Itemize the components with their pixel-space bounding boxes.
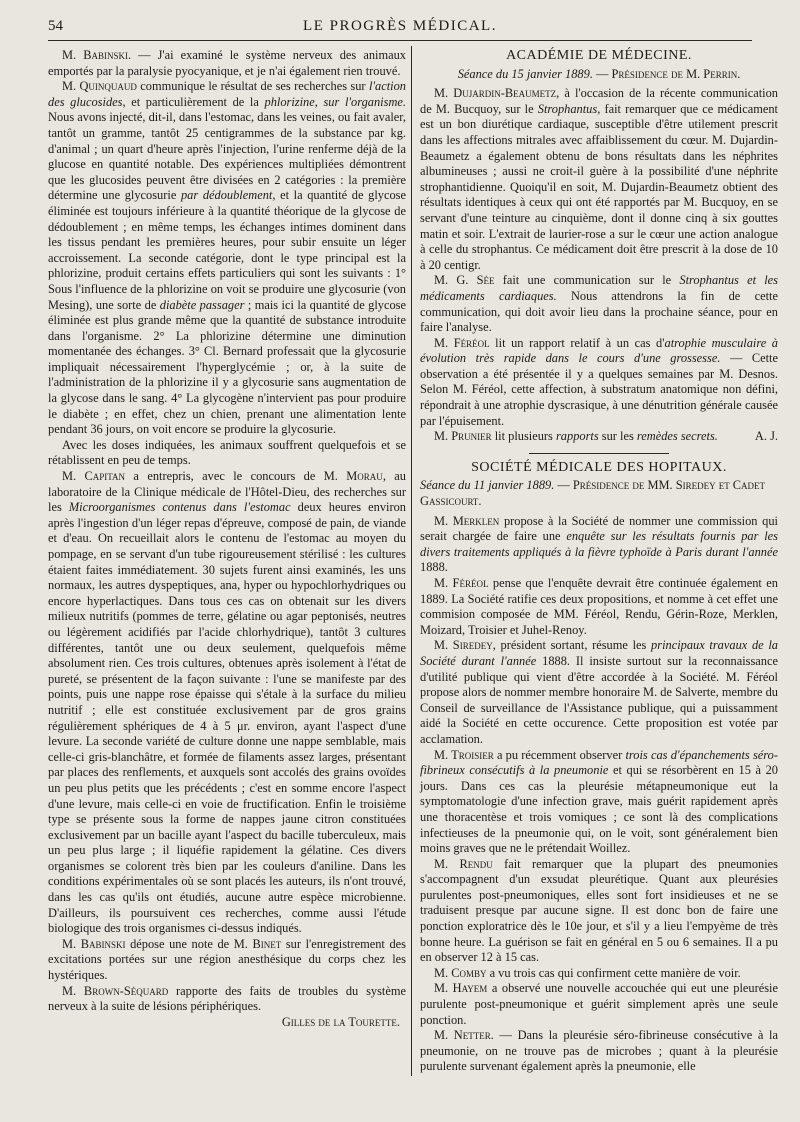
comby-remark: M. Comby a vu trois cas qui confirment cette manière de voir. <box>434 965 741 980</box>
page-header <box>48 14 752 41</box>
babinski-remark: M. Babinski. — J'ai examiné le système nerveux des animaux emportés par la paralysie pyocyanique, et je n'ai également rien trouvé. <box>48 48 406 78</box>
section-separator <box>529 453 669 454</box>
column-divider <box>411 46 412 1076</box>
left-column <box>48 48 406 1030</box>
siredey-summary: M. Siredey, président sortant, résume les principaux travaux de la Société durant l'année 1888. Il insiste surtout sur la reconnaissance d'utilité publique qui vient d'être accordée à la Société. M. Féréol propose alors de nommer membre honoraire M. de Salverte, membre du Conseil de surveillance de l'Assistance publique, qui a puissamment aidé la Société en cette occurence. Cette proposition est votée par acclamation. <box>420 638 778 746</box>
section-signature: A. J. <box>754 429 778 444</box>
capitan-research: M. Capitan a entrepris, avec le concours de M. Morau, au laboratoire de la Clinique médicale de l'Hôtel-Dieu, des recherches sur les Microorganismes contenus dans l'estomac deux heures environ après l'ingestion d'un léger repas d'épreuve, composé de pain, de viande et d'eau. On recueillait alors le contenu de l'estomac au moyen du pompage, en se servant d'un tube rigoureusement stérilisé : les cultures étaient faites immédiatement. 30 sujets furent ainsi examinés, les uns normaux, les autres dyspeptiques, ana, hyper ou hypochlorhydriques ou encore hyperlactiques. Dans tous ces cas on obtenait sur les divers milieux nutritifs (pommes de terre, gélatine ou agar peptonisés, neutres ou légèrement acidifiés par l'acide chlorhydrique), tantôt 3 cultures différentes, tantôt une ou deux seulement, quelquefois même absolument rien. Ces trois cultures, obtenues après isolement à l'état de pureté, se présentent de la façon suivante : l'une se manifeste par des points, puis une nappe rose épaisse qui s'étale à la surface du milieu nutritif ; elle est constituée exclusivement par de gros grains régulièrement sphériques de 4 à 5 μr. environ, ayant l'aspect d'une levure. La seconde variété de culture donne une nappe semblable, mais celle-ci gris-blanchâtre, et formée de filaments assez larges, présentant par places des renflements, et auxquels sont accolés des grains ovoïdes un peu plus petits que les précédents ; c'est en somme encore l'aspect d'une levure, mais celle-ci en voie de fructification. Enfin le troisième type se présente sous la forme de nappes jaune citron constituées exclusivement par un bacille ayant l'aspect du bacille tuberculeux, mais un peu plus large ; il liquéfie rapidement la gélatine. Ces divers organismes se colorent très bien par les couleurs d'aniline. Dans les conditions expérimentales où se sont placés les auteurs, ils n'ont trouvé, dans les cas qu'ils ont étudiés, aucune autre espèce microbienne. D'ailleurs, ils poursuivent ces recherches, comme aussi l'étude biologique des trois organismes ci-dessus indiqués. <box>48 469 406 936</box>
doses-paragraph: Avec les doses indiquées, les animaux souffrent quelquefois et se rétablissent en peu de temps. <box>48 437 406 468</box>
academy-session: Séance du 15 janvier 1889. — Présidence de M. Perrin. <box>457 66 741 81</box>
babinski-binet-note: M. Babinski dépose une note de M. Binet sur l'enregistrement des excitations portées sur une région anesthésique du corps chez les hystériques. <box>48 936 406 983</box>
dujardin-beaumetz-remark: M. Dujardin-Beaumetz, à l'occasion de la récente communication de M. Bucquoy, sur le Strophantus, fait remarquer que ce médicament est un bon diurétique cardiaque, susceptible d'être utilement prescrit dans les affections mitrales avec affaiblissement du cœur. M. Dujardin-Beaumetz a également obtenu de bons résultats dans les néphrites albumineuses ; aussi ne croit-il guère à la possibilité d'une néphrite strophantidienne. Quoiqu'il en soit, M. Dujardin-Beaumetz obtient des résultats identiques à ceux qui ont été rapportés par M. Bucquoy, en se servant d'une teinture au cinquième, dont il donne cinq à six gouttes matin et soir. L'extrait de laurier-rose a sur le cœur une action analogue à celle du strophantus. Ce médicament doit être prescrit à la dose de 10 à 20 centigr. <box>420 86 779 272</box>
merklen-proposal: M. Merklen propose à la Société de nommer une commission qui serait chargée de faire une enquête sur les résultats fournis par les divers traitements appliqués à la fièvre typhoïde à Paris durant l'année 1888. <box>420 513 779 575</box>
brown-sequard-report: M. Brown-Séquard rapporte des faits de troubles du système nerveux à la suite de lésions périphériques. <box>48 983 406 1014</box>
quinquaud-communication: M. Quinquaud communique le résultat de ses recherches sur l'action des glucosides, et particulièrement de la phlorizine, sur l'organisme. Nous avons injecté, dit-il, dans l'estomac, dans les veines, ou fait avaler, tantôt un gramme, tantôt 25 centigrammes de la substance par kg. d'animal ; un quart d'heure après l'injection, l'urine renferme déjà de la glucose en quantité notable. Des expériences multipliées démontrent que les glucosides peuvent être divisées en 2 catégories : la première détermine une glycosurie par dédoublement, et la quantité de glycose éliminée est toujours inférieure à la quantité théorique de la glycose de dédoublement ; en même temps, les échanges intimes dominent dans les tissus pendant les premières heures, pour subir ensuite un léger accroissement. La seconde catégorie, dont le type principal est la phlorizine, produit certains effets particuliers qui sont les suivants : 1° Sous l'influence de la phlorizine on voit se produire une glycosurie (von Mesing), une sorte de diabète passager ; mais ici la quantité de glycose éliminée est plus grande même que la quantité de substance introduite dans l'organisme. 2° La phlorizine détermine une diminution momentanée des échanges. 3° Cl. Bernard professait que la glycosurie impliquait nécessairement l'hyperglycémie ; or, à la suite de l'administration de la phlorizine il y a glycosurie sans augmentation de la glycose dans le sang. 4° La glycogène n'intervient pas pour produire le diabète ; en effet, chez un chien, prenant une alimentation lente pendant 36 jours, on voit encore se produire la glycosurie. <box>48 79 407 437</box>
netter-remark: M. Netter. — Dans la pleurésie séro-fibrineuse consécutive à la pneumonie, on ne trouve pas de microbes ; quant à la pleurésie purulente survenant également après la pneumonie, elle <box>420 1028 778 1074</box>
page-number: 54 <box>48 18 63 34</box>
see-communication: M. G. Sée fait une communication sur le Strophantus et les médicaments cardiaques. Nous attendrons la fin de cette communication, qui doit avoir lieu dans la prochaine séance, pour en faire l'analyse. <box>420 273 778 335</box>
rendu-remark: M. Rendu fait remarquer que la plupart des pneumonies s'accompagnent d'un exsudat pleurétique. Quant aux pleurésies purulentes post-pneumoniques, elles sont fort insidieuses et ne se traduisent presque par aucune signe. Il est donc bon de faire une ponction exploratrice dès le 10e jour, et s'il y a lieu l'empyème de très bonne heure. La guérison se fait en général en 5 ou 6 semaines. Il a pu en observer 12 à 15 cas. <box>420 856 778 965</box>
author-signature: Gilles de la Tourette. <box>281 1014 400 1029</box>
society-session: Séance du 11 janvier 1889. — Présidence de MM. Siredey et Cadet Gassicourt. <box>420 478 766 509</box>
fereol-opinion: M. Féréol pense que l'enquête devrait être continuée également en 1889. La Société ratifie ces deux propositions, et nomme à cet effet une commision composée de MM. Féréol, Rendu, Gérin-Roze, Merklen, Moizard, Troisier et Juhel-Renoy. <box>420 576 779 637</box>
running-title: LE PROGRÈS MÉDICAL. <box>303 18 497 34</box>
prunier-reports: M. Prunier lit plusieurs rapports sur les remèdes secrets. A. J. <box>434 429 778 444</box>
academy-title: ACADÉMIE DE MÉDECINE. <box>506 48 692 63</box>
fereol-report: M. Féréol lit un rapport relatif à un cas d'atrophie musculaire à évolution très rapide dans le cours d'une grossesse. — Cette observation a été présentée il y a quelques semaines par M. Desnos. Selon M. Féréol, cette affection, à substratum anatomique non défini, répondrait à une atrophie dyscrasique, à une dénutrition générale causée par l'épuisement. <box>420 335 778 428</box>
right-column <box>420 48 778 1075</box>
troisier-observation: M. Troisier a pu récemment observer trois cas d'épanchements séro-fibrineux consécutifs à la pneumonie et qui se résorbèrent en 15 à 20 jours. Dans ces cas la pleurésie métapneumonique eut la symptomatologie d'une infection grave, mais guérit rapidement après une thoracentèse et trois vomiques ; ce sont là des complications infectieuses de la pneumonie qui, on le voit, sont généralement bien moins graves que ne le prétendait Woillez. <box>420 747 778 856</box>
hayem-remark: M. Hayem a observé une nouvelle accouchée qui eut une pleurésie purulente post-pneumonique et guérit simplement après une seule ponction. <box>420 981 778 1027</box>
society-title: SOCIÉTÉ MÉDICALE DES HOPITAUX. <box>471 459 727 475</box>
